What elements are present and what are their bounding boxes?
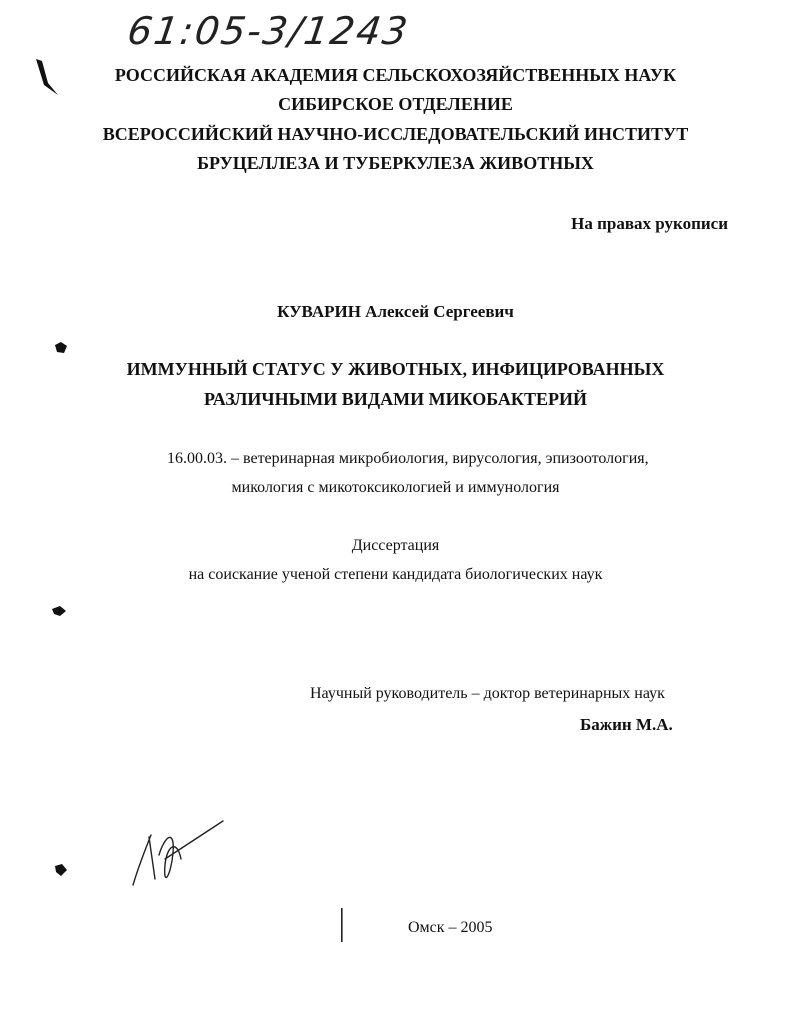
author-name: КУВАРИН Алексей Сергеевич bbox=[277, 302, 514, 321]
academy-name: РОССИЙСКАЯ АКАДЕМИЯ СЕЛЬСКОХОЗЯЙСТВЕННЫХ НАУК bbox=[114, 65, 677, 85]
scan-mark-dot bbox=[52, 340, 70, 356]
supervisor-role: Научный руководитель – доктор ветеринарных наук bbox=[310, 685, 665, 702]
institute-name-line2: БРУЦЕЛЛЕЗА И ТУБЕРКУЛЕЗА ЖИВОТНЫХ bbox=[197, 153, 594, 173]
branch-name: СИБИРСКОЕ ОТДЕЛЕНИЕ bbox=[278, 94, 513, 114]
scan-mark-dot bbox=[52, 862, 70, 878]
work-type: Диссертация bbox=[351, 537, 440, 554]
specialty-line1: 16.00.03. – ветеринарная микробиология, вирусология, эпизоотология, bbox=[167, 450, 649, 467]
specialty-line2: микология с микотоксикологией и иммунология bbox=[231, 479, 560, 496]
rights-note: На правах рукописи bbox=[571, 214, 728, 233]
supervisor-name: Бажин М.А. bbox=[580, 715, 673, 734]
handwritten-archive-number: 61:05-3/1243 bbox=[124, 9, 413, 53]
place-year: Омск – 2005 bbox=[408, 919, 493, 936]
dissertation-title-line2: РАЗЛИЧНЫМИ ВИДАМИ МИКОБАКТЕРИЙ bbox=[204, 389, 587, 409]
handwritten-signature bbox=[125, 815, 235, 895]
institute-name-line1: ВСЕРОССИЙСКИЙ НАУЧНО-ИССЛЕДОВАТЕЛЬСКИЙ ИНСТИТУТ bbox=[102, 124, 689, 144]
dissertation-title-line1: ИММУННЫЙ СТАТУС У ЖИВОТНЫХ, ИНФИЦИРОВАННЫХ bbox=[126, 359, 665, 379]
scan-mark-vertical-line bbox=[338, 908, 346, 942]
degree-sought: на соискание ученой степени кандидата биологических наук bbox=[188, 566, 603, 583]
scan-mark-dot bbox=[50, 603, 68, 619]
